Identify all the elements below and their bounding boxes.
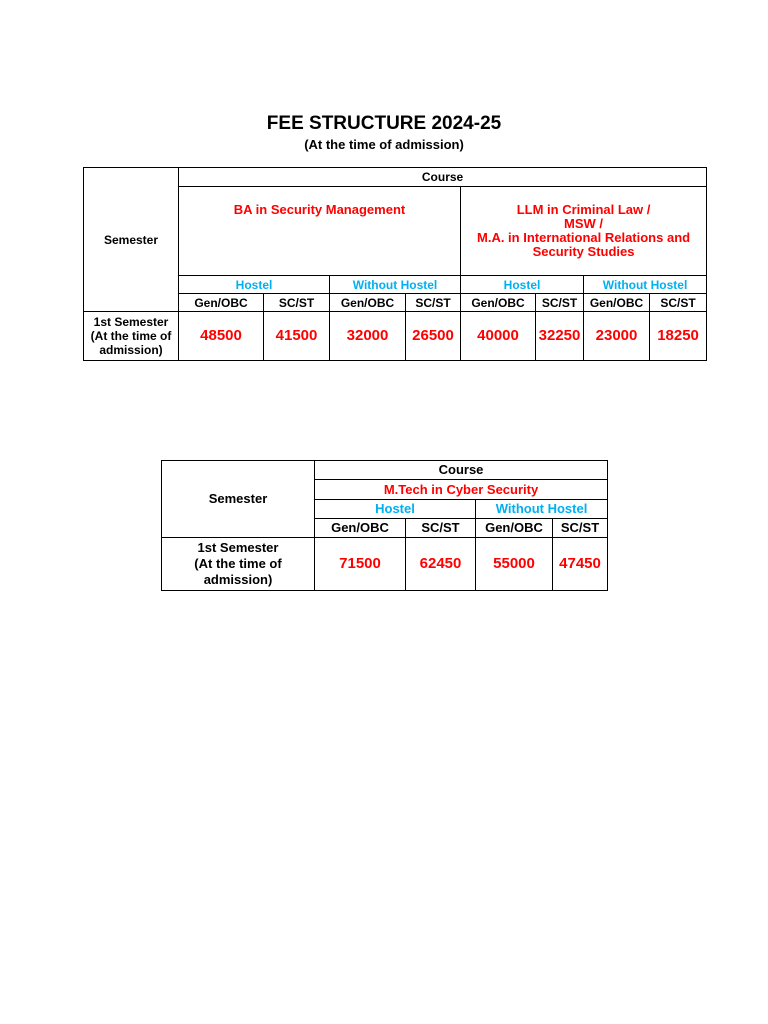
category-sc-st: SC/ST — [650, 294, 707, 312]
category-sc-st: SC/ST — [406, 519, 476, 538]
row-label-line: 1st Semester — [93, 315, 169, 329]
fee-value: 23000 — [584, 312, 650, 361]
category-gen-obc: Gen/OBC — [315, 519, 406, 538]
fee-value: 55000 — [476, 538, 553, 591]
page-title: FEE STRUCTURE 2024-25 — [266, 113, 502, 134]
category-sc-st: SC/ST — [553, 519, 608, 538]
page-subtitle: (At the time of admission) — [304, 137, 464, 152]
category-sc-st: SC/ST — [264, 294, 330, 312]
category-gen-obc: Gen/OBC — [179, 294, 264, 312]
category-sc-st: SC/ST — [536, 294, 584, 312]
group-without-hostel: Without Hostel — [584, 276, 707, 294]
group-hostel: Hostel — [461, 276, 584, 294]
fee-value: 48500 — [179, 312, 264, 361]
row-label-line: 1st Semester — [197, 540, 279, 555]
row-label-line: (At the time of — [194, 556, 282, 571]
fee-value: 18250 — [650, 312, 707, 361]
semester-header: Semester — [162, 461, 315, 538]
group-without-hostel: Without Hostel — [476, 500, 608, 519]
course-mtech-cyber-security: M.Tech in Cyber Security — [315, 480, 608, 500]
category-gen-obc: Gen/OBC — [584, 294, 650, 312]
fee-value: 62450 — [406, 538, 476, 591]
row-label-line: admission) — [203, 572, 273, 587]
course-llm-msw-ma — [461, 187, 707, 276]
fee-value: 32000 — [330, 312, 406, 361]
course-line: LLM in Criminal Law / — [516, 202, 651, 217]
course-ba-security-management: BA in Security Management — [179, 187, 461, 276]
semester-header: Semester — [84, 168, 179, 312]
row-label-line: (At the time of — [90, 329, 172, 343]
category-gen-obc: Gen/OBC — [330, 294, 406, 312]
category-gen-obc: Gen/OBC — [461, 294, 536, 312]
course-line: M.A. in International Relations and — [477, 230, 691, 245]
course-header: Course — [179, 168, 707, 187]
fee-value: 41500 — [264, 312, 330, 361]
row-label-1st-semester — [84, 312, 179, 361]
fee-value: 32250 — [536, 312, 584, 361]
course-line: MSW / — [564, 216, 604, 231]
fee-table-mtech — [161, 460, 608, 591]
fee-table-ba-llm — [83, 167, 707, 361]
course-header: Course — [315, 461, 608, 480]
group-without-hostel: Without Hostel — [330, 276, 461, 294]
row-label-line: admission) — [99, 343, 163, 357]
group-hostel: Hostel — [315, 500, 476, 519]
fee-value: 71500 — [315, 538, 406, 591]
category-sc-st: SC/ST — [406, 294, 461, 312]
group-hostel: Hostel — [179, 276, 330, 294]
course-line: Security Studies — [532, 244, 635, 259]
category-gen-obc: Gen/OBC — [476, 519, 553, 538]
row-label-1st-semester — [162, 538, 315, 591]
fee-value: 26500 — [406, 312, 461, 361]
fee-value: 40000 — [461, 312, 536, 361]
fee-value: 47450 — [553, 538, 608, 591]
